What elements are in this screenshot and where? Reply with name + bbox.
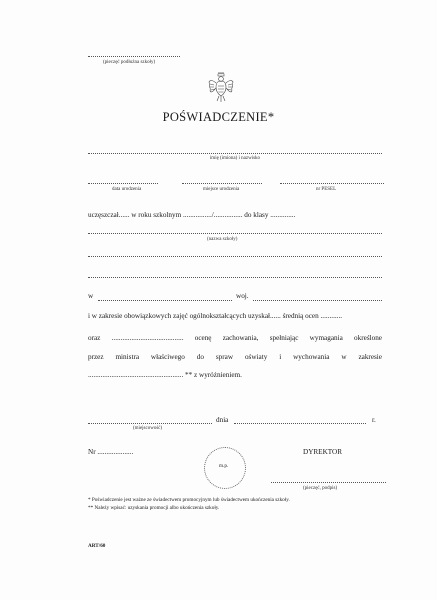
school-name-field-line[interactable] — [88, 233, 382, 234]
voivodeship-label: woj. — [236, 292, 249, 300]
form-code: ART/60 — [88, 543, 106, 549]
town-label: w — [88, 292, 94, 300]
year-suffix: r. — [372, 416, 376, 424]
name-caption: imię (imiona) i nazwisko — [209, 156, 261, 161]
pesel-field-line[interactable] — [280, 183, 384, 184]
pesel-caption: nr PESEL — [316, 187, 337, 192]
birth-date-field-line[interactable] — [88, 183, 158, 184]
birth-place-caption: miejsce urodzenia — [203, 187, 240, 192]
school-name-caption: (nazwa szkoły) — [207, 237, 238, 242]
school-name-field-line-3[interactable] — [88, 277, 382, 278]
footnote-2: ** Należy wpisać: uzyskania promocji albo ukończenia szkoły. — [88, 505, 220, 511]
seal-text: m.p. — [219, 463, 229, 469]
town-field-line[interactable] — [98, 300, 232, 301]
eagle-emblem-icon — [208, 72, 234, 104]
birth-place-field-line[interactable] — [182, 183, 262, 184]
ministry-line: przez ministra właściwego do spraw oświaty i wychowania w zakresie — [88, 353, 382, 361]
birth-date-caption: data urodzenia — [112, 187, 142, 192]
director-signature-caption: (pieczęć, podpis) — [303, 486, 338, 491]
director-label: DYREKTOR — [303, 448, 343, 456]
date-label: dnia — [216, 416, 229, 424]
footnote-1: * Poświadczenie jest ważne ze świadectwem promocyjnym lub świadectwem ukończenia szkoły. — [88, 497, 290, 503]
name-field-line[interactable] — [88, 153, 382, 154]
school-stamp-line — [88, 56, 180, 57]
attendance-line: uczęszczał...... w roku szkolnym ................/................ do klasy .............. — [88, 211, 296, 219]
distinction-line: ..................................................... ** z wyróżnieniem. — [88, 371, 242, 379]
document-title: POŚWIADCZENIE* — [162, 110, 275, 124]
school-stamp-caption: (pieczęć podłużna szkoły) — [103, 60, 156, 65]
director-signature-line[interactable] — [271, 482, 386, 483]
conduct-line: oraz ........................................ ocenę zachowania, spełniając wymagania określone — [88, 334, 382, 342]
place-caption: (miejscowość) — [133, 426, 163, 431]
document-number: Nr .................... — [88, 448, 134, 456]
date-field-line[interactable] — [234, 423, 366, 424]
place-field-line[interactable] — [88, 423, 212, 424]
results-line: i w zakresie obowiązkowych zajęć ogólnokształcących uzyskał...... średnią ocen ............ — [88, 312, 343, 320]
school-name-field-line-2[interactable] — [88, 256, 382, 257]
voivodeship-field-line[interactable] — [253, 300, 382, 301]
